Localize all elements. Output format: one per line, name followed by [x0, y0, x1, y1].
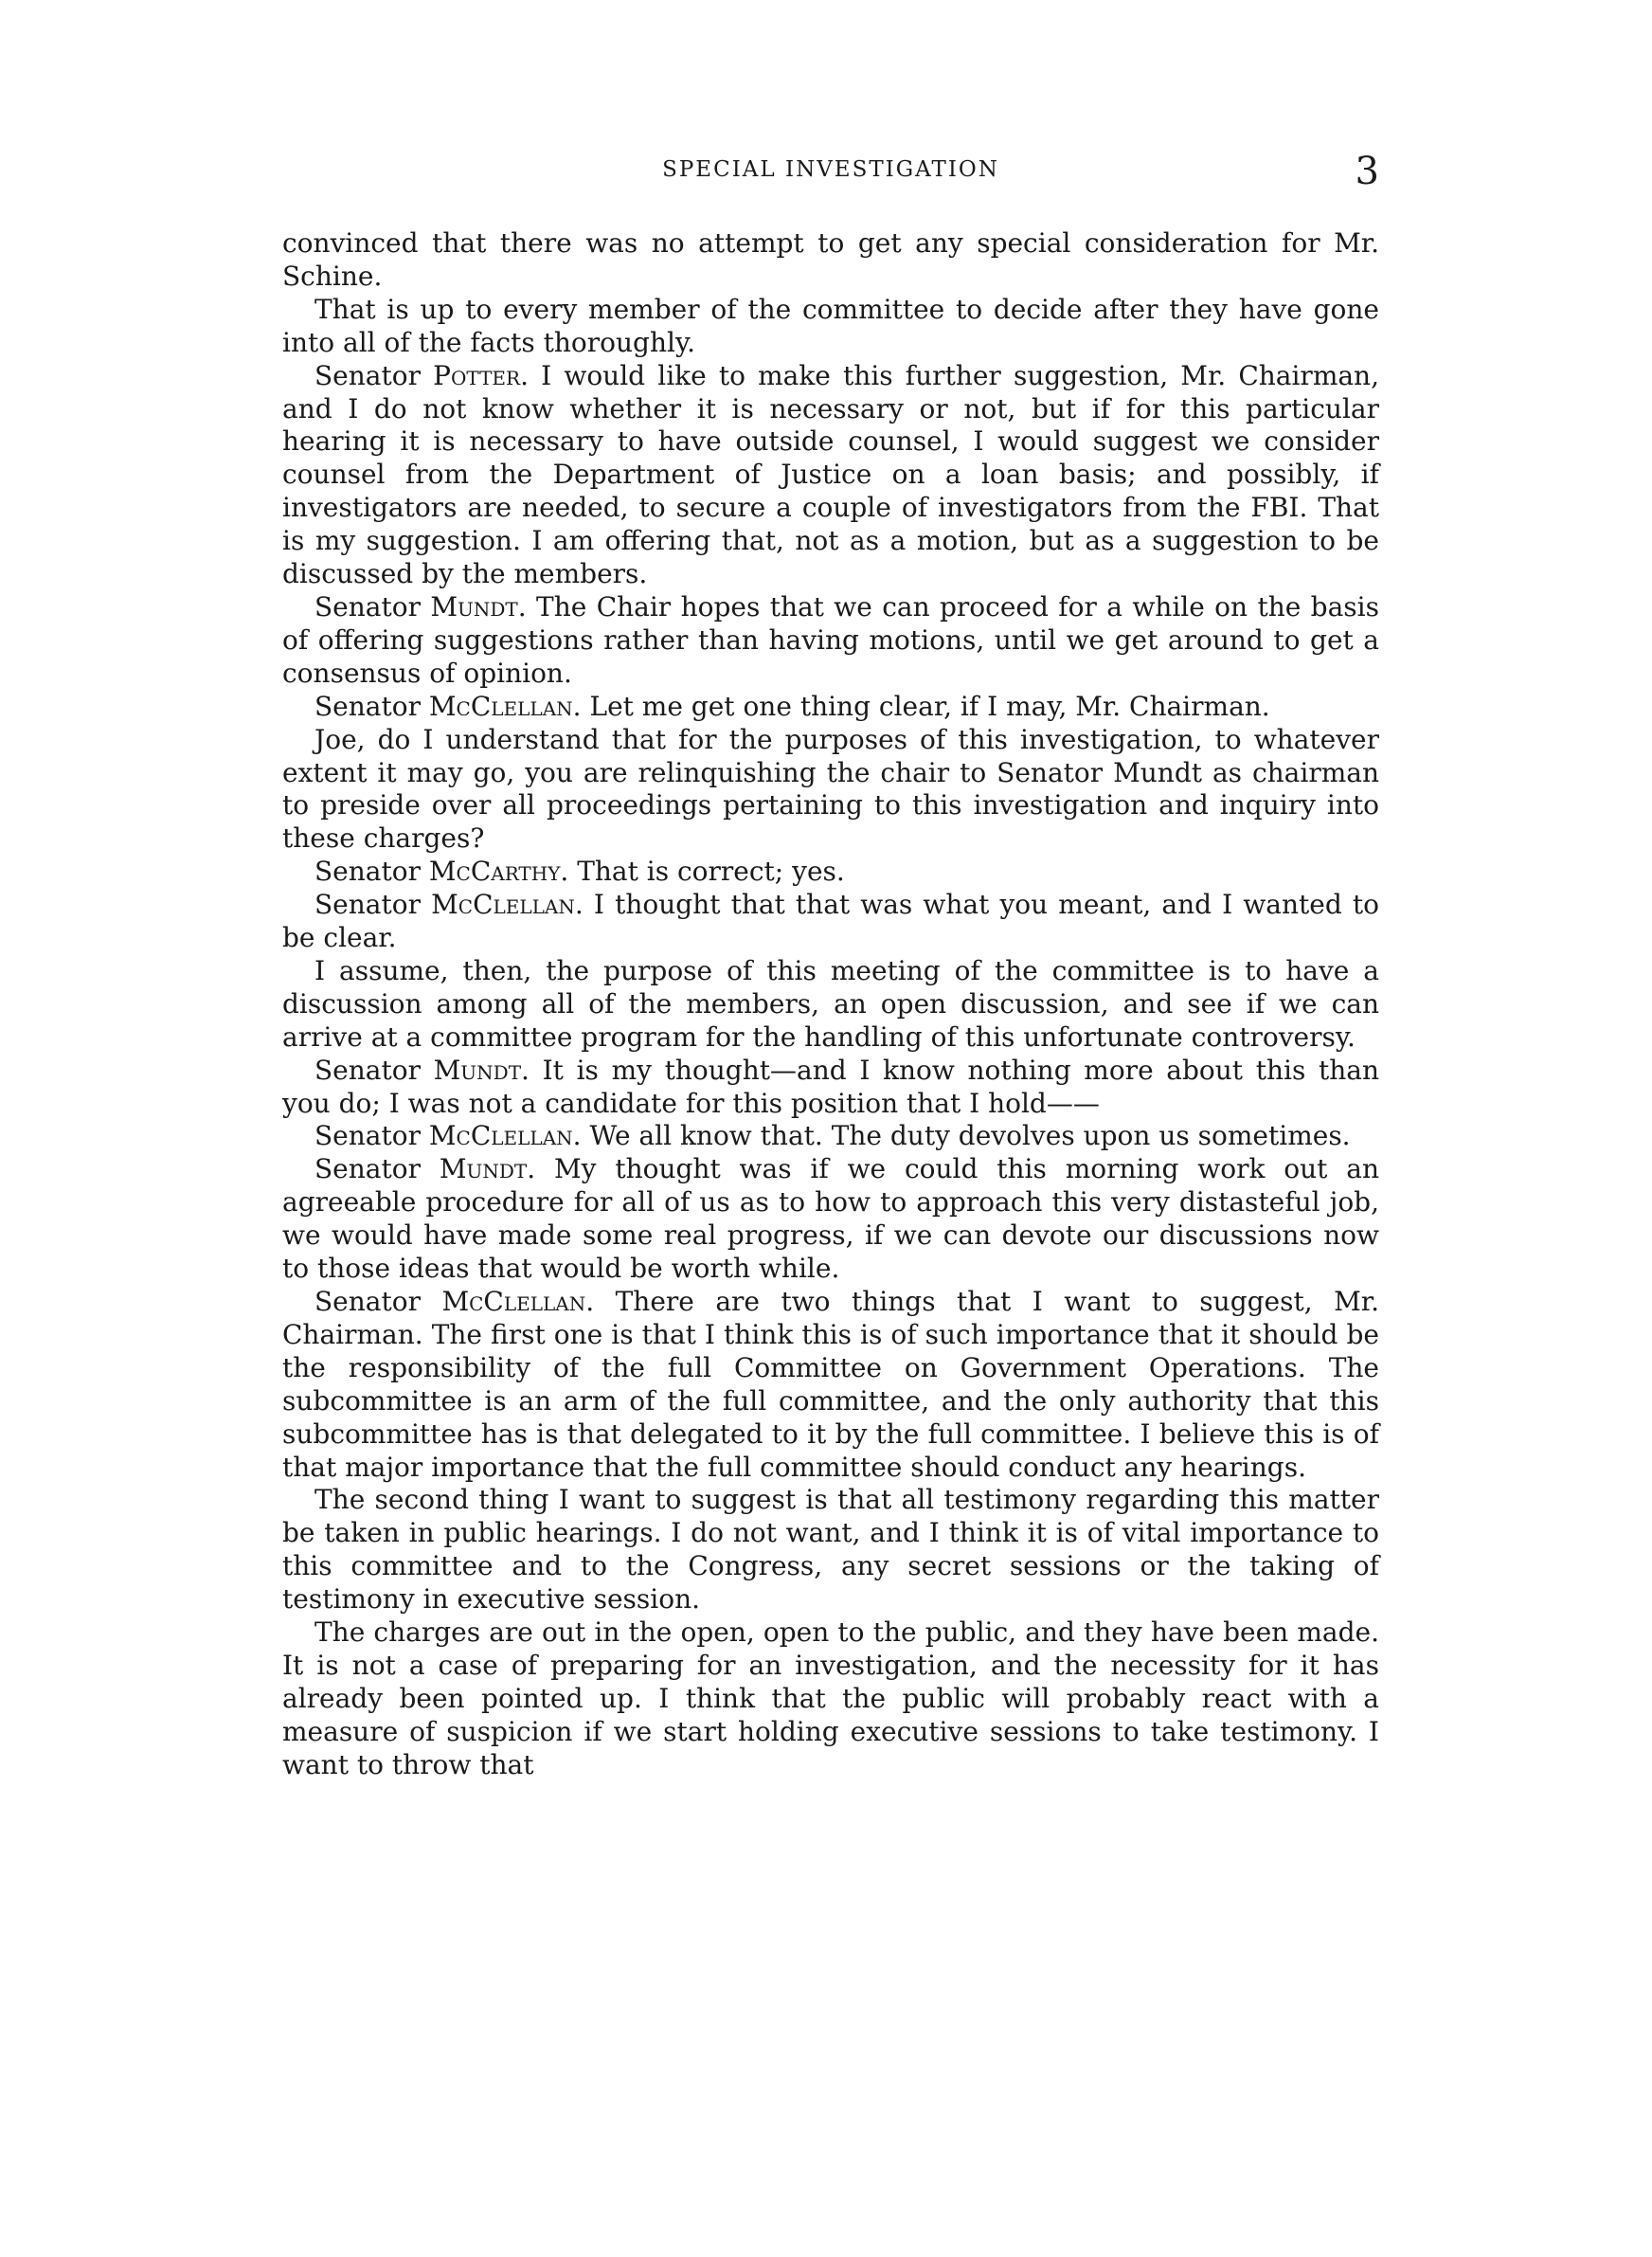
text-paragraph: [282, 227, 1379, 294]
text-paragraph: [282, 294, 1379, 360]
speaker-name: Senator Mundt.: [314, 590, 527, 623]
speaker-name: Senator McCarthy.: [314, 856, 569, 888]
speech-paragraph: [282, 1055, 1379, 1121]
speech-paragraph: [282, 360, 1379, 591]
speaker-name: Senator McClellan.: [314, 889, 584, 921]
running-head: SPECIAL INVESTIGATION: [662, 157, 999, 182]
paragraph-text: Let me get one thing clear, if I may, Mr. Chairman.: [589, 690, 1270, 722]
paragraph-text: The second thing I want to suggest is that all testimony regarding this matter be taken in public hearings. I do not want, and I think it is of vital importance to this committee and to the Congress, any secret sessions or the taking of testimony in executive session.: [282, 1484, 1379, 1616]
speaker-name: Senator Mundt.: [314, 1153, 536, 1185]
page-header: [282, 150, 1379, 197]
paragraph-text: My thought was if we could this morning work out an agreeable procedure for all of us as to how to approach this very distasteful job, we would have made some real progress, if we can devote our discussions now to those ideas that would be worth while.: [282, 1153, 1380, 1285]
paragraph-text: I thought that that was what you meant, and I wanted to be clear.: [282, 889, 1380, 954]
paragraph-text: We all know that. The duty devolves upon us sometimes.: [589, 1120, 1351, 1152]
paragraph-text: It is my thought—and I know nothing more about this than you do; I was not a candidate for this position that I hold——: [282, 1054, 1380, 1119]
speaker-name: Senator McClellan.: [314, 690, 582, 722]
page-number: 3: [1355, 150, 1379, 193]
speech-paragraph: [282, 691, 1379, 724]
speech-paragraph: [282, 889, 1379, 955]
paragraph-text: The charges are out in the open, open to the public, and they have been made. It is not a case of preparing for an investigation, and the necessity for it has already been pointed up. I think that the public will probably react with a measure of suspicion if we start holding executive sessions to take testimony. I want to throw that: [282, 1616, 1379, 1780]
paragraph-text: The Chair hopes that we can proceed for a while on the basis of offering suggestions rather than having motions, until we get around to get a consensus of opinion.: [282, 590, 1379, 689]
paragraph-text: Joe, do I understand that for the purposes of this investigation, to whatever extent it may go, you are relinquishing the chair to Senator Mundt as chairman to preside over all proceedings pertaining to this investigation and inquiry into these charges?: [282, 723, 1379, 855]
paragraph-text: There are two things that I want to suggest, Mr. Chairman. The first one is that I think this is of such importance that it should be the responsibility of the full Committee on Government Operations. The subcommittee is an arm of the full committee, and the only authority that this subcommittee has is that delegated to it by the full committee. I believe this is of that major importance that the full committee should conduct any hearings.: [282, 1286, 1379, 1483]
paragraph-text: That is up to every member of the committee to decide after they have gone into all of the facts thoroughly.: [282, 293, 1379, 358]
document-body: [282, 227, 1379, 1782]
paragraph-text: I would like to make this further suggestion, Mr. Chairman, and I do not know whether it is necessary or not, but if for this particular hearing it is necessary to have outside counsel, I would suggest we consider counsel from the Department of Justice on a loan basis; and possibly, if investigators are needed, to secure a couple of investigators from the FBI. That is my suggestion. I am offering that, not as a motion, but as a suggestion to be discussed by the members.: [282, 359, 1379, 590]
paragraph-text: I assume, then, the purpose of this meeting of the committee is to have a discussion among all of the members, an open discussion, and see if we can arrive at a committee program for the handling of this unfortunate controversy.: [282, 954, 1379, 1053]
paragraph-text: convinced that there was no attempt to get any special consideration for Mr. Schine.: [282, 227, 1379, 292]
speech-paragraph: [282, 856, 1379, 889]
speaker-name: Senator McClellan.: [314, 1120, 582, 1152]
speech-paragraph: [282, 1153, 1379, 1286]
text-paragraph: [282, 955, 1379, 1055]
text-paragraph: [282, 724, 1379, 857]
speech-paragraph: [282, 591, 1379, 691]
paragraph-text: That is correct; yes.: [577, 856, 845, 888]
speaker-name: Senator Potter.: [314, 359, 529, 391]
speech-paragraph: [282, 1120, 1379, 1153]
speaker-name: Senator Mundt.: [314, 1054, 530, 1086]
speaker-name: Senator McClellan.: [314, 1286, 595, 1317]
speech-paragraph: [282, 1286, 1379, 1484]
text-paragraph: [282, 1484, 1379, 1616]
text-paragraph: [282, 1616, 1379, 1782]
